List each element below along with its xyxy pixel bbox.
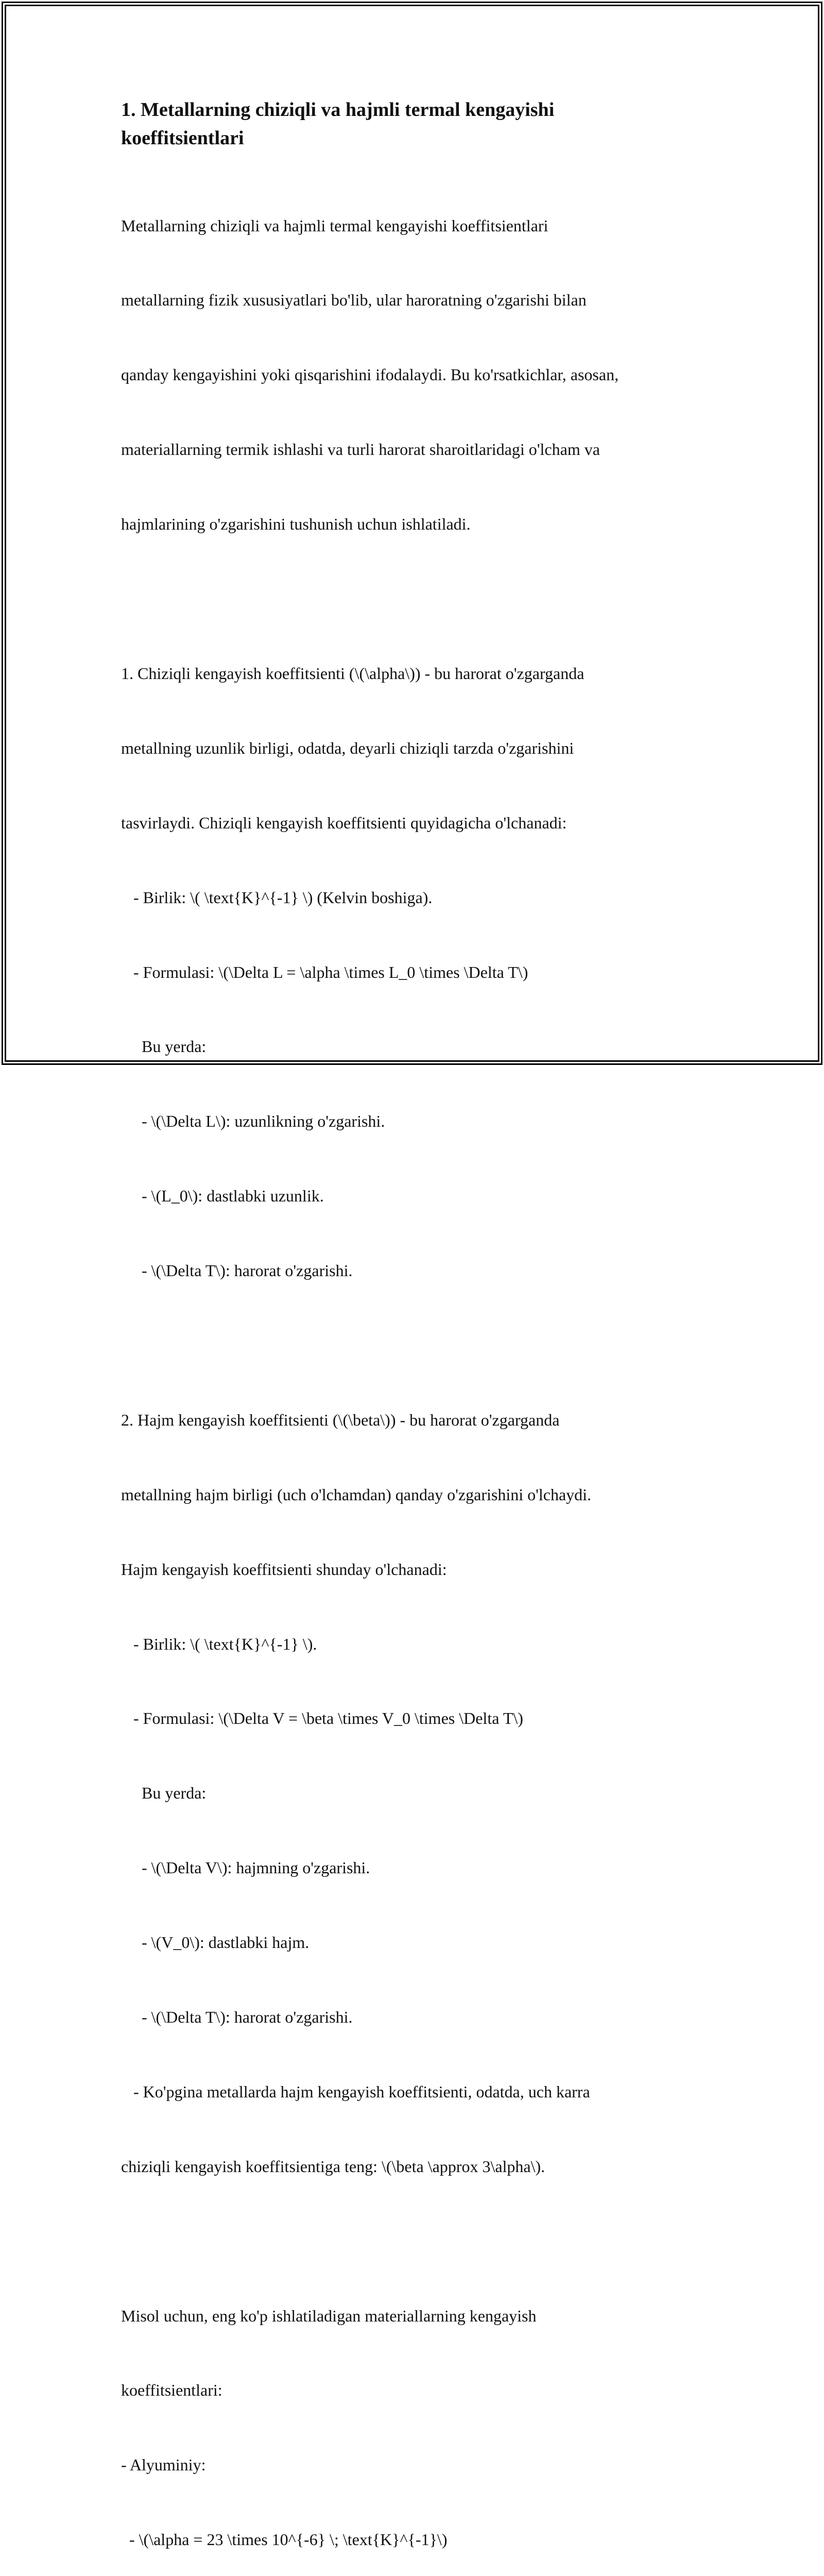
body-line: - Formulasi: \(\Delta V = \beta \times V_0 \times \Delta T\): [121, 1709, 523, 1728]
blank-line: [121, 1333, 718, 1358]
title-line: koeffitsientlari: [121, 127, 244, 149]
body-line: - Formulasi: \(\Delta L = \alpha \times L_0 \times \Delta T\): [121, 962, 528, 981]
blank-line: [121, 586, 718, 611]
document-body: [121, 163, 718, 2576]
body-line: - \(\Delta T\): harorat o'zgarishi.: [121, 1261, 353, 1280]
body-line: - \(\Delta V\): hajmning o'zgarishi.: [121, 1858, 370, 1877]
body-line: qanday kengayishini yoki qisqarishini ifodalaydi. Bu ko'rsatkichlar, asosan,: [121, 365, 619, 384]
body-line: - \(\alpha = 23 \times 10^{-6} \; \text{K}^{-1}\): [121, 2530, 448, 2549]
blank-line: [121, 2229, 718, 2253]
body-line: 1. Chiziqli kengayish koeffitsienti (\(\alpha\)) - bu harorat o'zgarganda: [121, 664, 585, 683]
body-line: 2. Hajm kengayish koeffitsienti (\(\beta\)) - bu harorat o'zgarganda: [121, 1410, 560, 1429]
body-line: - Alyuminiy:: [121, 2455, 206, 2475]
document-title: [121, 96, 718, 152]
document-content: [121, 96, 718, 2576]
body-line: Hajm kengayish koeffitsienti shunday o'lchanadi:: [121, 1560, 447, 1579]
body-line: metallning hajm birligi (uch o'lchamdan) qanday o'zgarishini o'lchaydi.: [121, 1485, 592, 1504]
body-line: - \(V_0\): dastlabki hajm.: [121, 1933, 310, 1952]
body-line: Bu yerda:: [121, 1037, 207, 1056]
body-line: Misol uchun, eng ko'p ishlatiladigan materiallarning kengayish: [121, 2306, 537, 2325]
body-line: - Birlik: \( \text{K}^{-1} \) (Kelvin boshiga).: [121, 888, 433, 907]
body-line: - \(L_0\): dastlabki uzunlik.: [121, 1187, 324, 1206]
body-line: - \(\Delta T\): harorat o'zgarishi.: [121, 2007, 353, 2026]
body-line: - Birlik: \( \text{K}^{-1} \).: [121, 1634, 317, 1653]
body-line: chiziqli kengayish koeffitsientiga teng: \(\beta \approx 3\alpha\).: [121, 2157, 545, 2176]
body-line: koeffitsientlari:: [121, 2381, 222, 2400]
body-line: Bu yerda:: [121, 1784, 207, 1803]
body-line: Metallarning chiziqli va hajmli termal kengayishi koeffitsientlari: [121, 216, 548, 235]
body-line: materiallarning termik ishlashi va turli harorat sharoitlaridagi o'lcham va: [121, 440, 600, 459]
body-line: tasvirlaydi. Chiziqli kengayish koeffitsienti quyidagicha o'lchanadi:: [121, 813, 567, 832]
body-line: metallarning fizik xususiyatlari bo'lib, ular haroratning o'zgarishi bilan: [121, 291, 587, 310]
body-line: metallning uzunlik birligi, odatda, deyarli chiziqli tarzda o'zgarishini: [121, 738, 574, 757]
title-line: 1. Metallarning chiziqli va hajmli termal kengayishi: [121, 99, 555, 121]
body-line: - Ko'pgina metallarda hajm kengayish koeffitsienti, odatda, uch karra: [121, 2082, 590, 2101]
body-line: hajmlarining o'zgarishini tushunish uchun ishlatiladi.: [121, 515, 471, 534]
body-line: - \(\Delta L\): uzunlikning o'zgarishi.: [121, 1112, 385, 1131]
